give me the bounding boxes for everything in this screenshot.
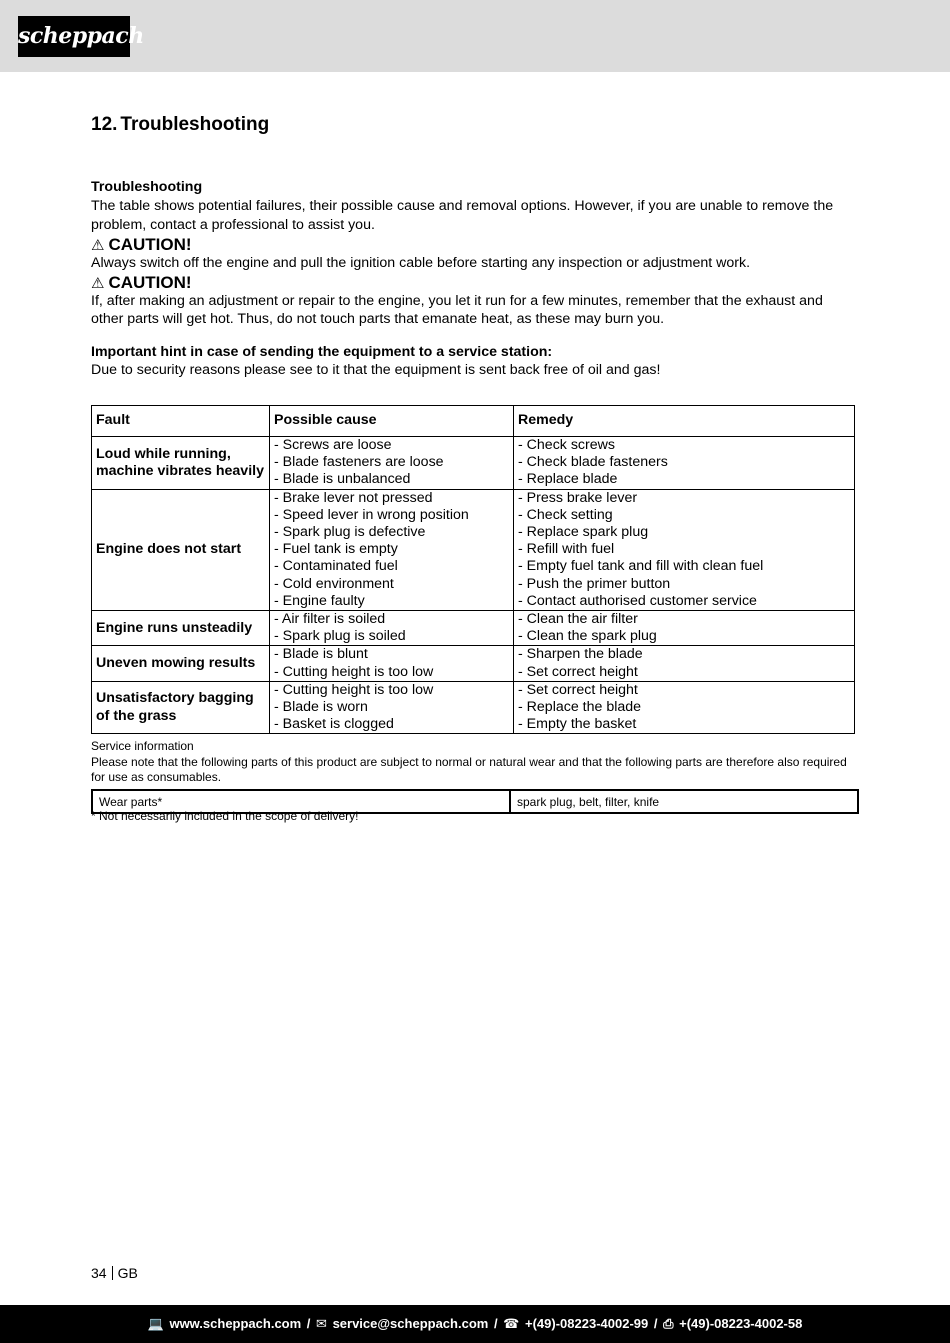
header-possible-cause: Possible cause bbox=[270, 406, 514, 437]
header-remedy: Remedy bbox=[514, 406, 855, 437]
cause-line: - Blade is unbalanced bbox=[274, 471, 411, 488]
page-number-divider bbox=[112, 1266, 113, 1280]
cause-line: - Blade is blunt bbox=[274, 646, 368, 663]
remedy-line: - Set correct height bbox=[518, 663, 638, 680]
table-header-row bbox=[92, 406, 855, 437]
section-title-text: Troubleshooting bbox=[120, 114, 270, 135]
page-language: GB bbox=[117, 1265, 138, 1281]
cause-line: - Cold environment bbox=[274, 575, 394, 592]
caution-label: CAUTION! bbox=[108, 273, 192, 292]
intro-text: The table shows potential failures, their possible cause and removal options. However, if you are unable to remove the problem, contact a professional to assist you. bbox=[91, 198, 834, 233]
header-fault: Fault bbox=[92, 406, 270, 437]
warning-triangle-icon: ⚠ bbox=[91, 275, 105, 292]
cause-line: - Screws are loose bbox=[274, 437, 392, 453]
remedy-line: - Empty the basket bbox=[518, 716, 637, 733]
troubleshooting-table bbox=[91, 405, 855, 734]
cause-line: - Spark plug is defective bbox=[274, 524, 426, 541]
caution-heading-2 bbox=[91, 273, 192, 294]
fault-cell: Uneven mowing results bbox=[92, 646, 270, 681]
caution-heading-1 bbox=[91, 235, 192, 256]
remedy-line: - Check setting bbox=[518, 506, 613, 523]
page-number-value: 34 bbox=[91, 1265, 107, 1281]
cause-cell bbox=[270, 681, 514, 734]
remedy-line: - Press brake lever bbox=[518, 489, 638, 506]
remedy-cell bbox=[514, 646, 855, 681]
remedy-line: - Refill with fuel bbox=[518, 541, 615, 558]
intro-block bbox=[91, 178, 856, 235]
cause-cell bbox=[270, 489, 514, 610]
remedy-line: - Clean the air filter bbox=[518, 611, 638, 628]
fax-icon: ⎙ bbox=[663, 1316, 674, 1331]
cause-line: - Cutting height is too low bbox=[274, 663, 434, 680]
table-row bbox=[92, 681, 855, 734]
mail-icon: ✉ bbox=[316, 1316, 327, 1331]
section-number: 12. bbox=[91, 114, 118, 135]
fault-cell: Engine does not start bbox=[92, 489, 270, 610]
header-band bbox=[0, 0, 950, 72]
remedy-cell bbox=[514, 611, 855, 646]
remedy-line: - Check screws bbox=[518, 437, 615, 453]
footer-separator: / bbox=[303, 1316, 315, 1331]
intro-heading: Troubleshooting bbox=[91, 179, 203, 195]
cause-cell bbox=[270, 437, 514, 490]
footer-fax: +(49)-08223-4002-58 bbox=[679, 1316, 803, 1331]
cause-line: - Brake lever not pressed bbox=[274, 489, 433, 506]
wear-parts-label: Wear parts* bbox=[92, 790, 510, 813]
page-title bbox=[91, 114, 269, 136]
remedy-line: - Push the primer button bbox=[518, 575, 671, 592]
fault-cell: Unsatisfactory bagging of the grass bbox=[92, 681, 270, 734]
footer-separator: / bbox=[490, 1316, 502, 1331]
service-block bbox=[91, 739, 861, 786]
service-heading: Service information bbox=[91, 739, 194, 753]
remedy-line: - Replace the blade bbox=[518, 699, 642, 716]
cause-line: - Air filter is soiled bbox=[274, 611, 386, 628]
cause-line: - Contaminated fuel bbox=[274, 558, 398, 575]
hint-heading: Important hint in case of sending the equipment to a service station: bbox=[91, 344, 553, 360]
cause-line: - Fuel tank is empty bbox=[274, 541, 398, 558]
cause-line: - Blade is worn bbox=[274, 699, 368, 716]
footer-email[interactable]: service@scheppach.com bbox=[332, 1316, 489, 1331]
wear-footnote: * Not necessarily included in the scope of delivery! bbox=[91, 809, 359, 823]
computer-icon: 💻 bbox=[147, 1316, 164, 1331]
footer-separator: / bbox=[650, 1316, 662, 1331]
page-number bbox=[91, 1265, 138, 1281]
hint-text: Due to security reasons please see to it that the equipment is sent back free of oil and gas! bbox=[91, 361, 661, 378]
cause-line: - Basket is clogged bbox=[274, 716, 394, 733]
remedy-line: - Sharpen the blade bbox=[518, 646, 643, 663]
table-row bbox=[92, 489, 855, 610]
scheppach-logo: scheppach bbox=[18, 16, 130, 57]
table-row bbox=[92, 646, 855, 681]
remedy-line: - Empty fuel tank and fill with clean fuel bbox=[518, 558, 764, 575]
table-row bbox=[92, 437, 855, 490]
caution-text-2: If, after making an adjustment or repair to the engine, you let it run for a few minutes, remember that the exhaust and other parts will get hot. Thus, do not touch parts that emanate heat, as these may burn you. bbox=[91, 293, 823, 327]
warning-triangle-icon: ⚠ bbox=[91, 237, 105, 254]
cause-line: - Cutting height is too low bbox=[274, 681, 434, 698]
remedy-cell bbox=[514, 489, 855, 610]
wear-parts-value: spark plug, belt, filter, knife bbox=[510, 790, 858, 813]
remedy-line: - Contact authorised customer service bbox=[518, 592, 757, 609]
caution-text-1: Always switch off the engine and pull the ignition cable before starting any inspection or adjustment work. bbox=[91, 255, 751, 271]
caution-label: CAUTION! bbox=[108, 235, 192, 254]
cause-line: - Blade fasteners are loose bbox=[274, 454, 444, 471]
cause-line: - Speed lever in wrong position bbox=[274, 506, 469, 523]
remedy-cell bbox=[514, 681, 855, 734]
remedy-line: - Clean the spark plug bbox=[518, 628, 657, 645]
remedy-line: - Replace blade bbox=[518, 471, 618, 488]
cause-cell bbox=[270, 611, 514, 646]
footer-web[interactable]: www.scheppach.com bbox=[169, 1316, 302, 1331]
table-row bbox=[92, 611, 855, 646]
service-text: Please note that the following parts of this product are subject to normal or natural wear and that the following parts are therefore also required for use as consumables. bbox=[91, 754, 847, 784]
cause-line: - Engine faulty bbox=[274, 592, 365, 609]
remedy-line: - Set correct height bbox=[518, 681, 638, 698]
remedy-line: - Check blade fasteners bbox=[518, 454, 668, 471]
footer-bar bbox=[0, 1305, 950, 1343]
phone-icon: ☎ bbox=[503, 1316, 520, 1331]
fault-cell: Loud while running, machine vibrates heavily bbox=[92, 437, 270, 490]
hint-block bbox=[91, 344, 856, 379]
remedy-cell bbox=[514, 437, 855, 490]
cause-cell bbox=[270, 646, 514, 681]
footer-phone: +(49)-08223-4002-99 bbox=[525, 1316, 649, 1331]
cause-line: - Spark plug is soiled bbox=[274, 628, 406, 645]
remedy-line: - Replace spark plug bbox=[518, 524, 649, 541]
fault-cell: Engine runs unsteadily bbox=[92, 611, 270, 646]
